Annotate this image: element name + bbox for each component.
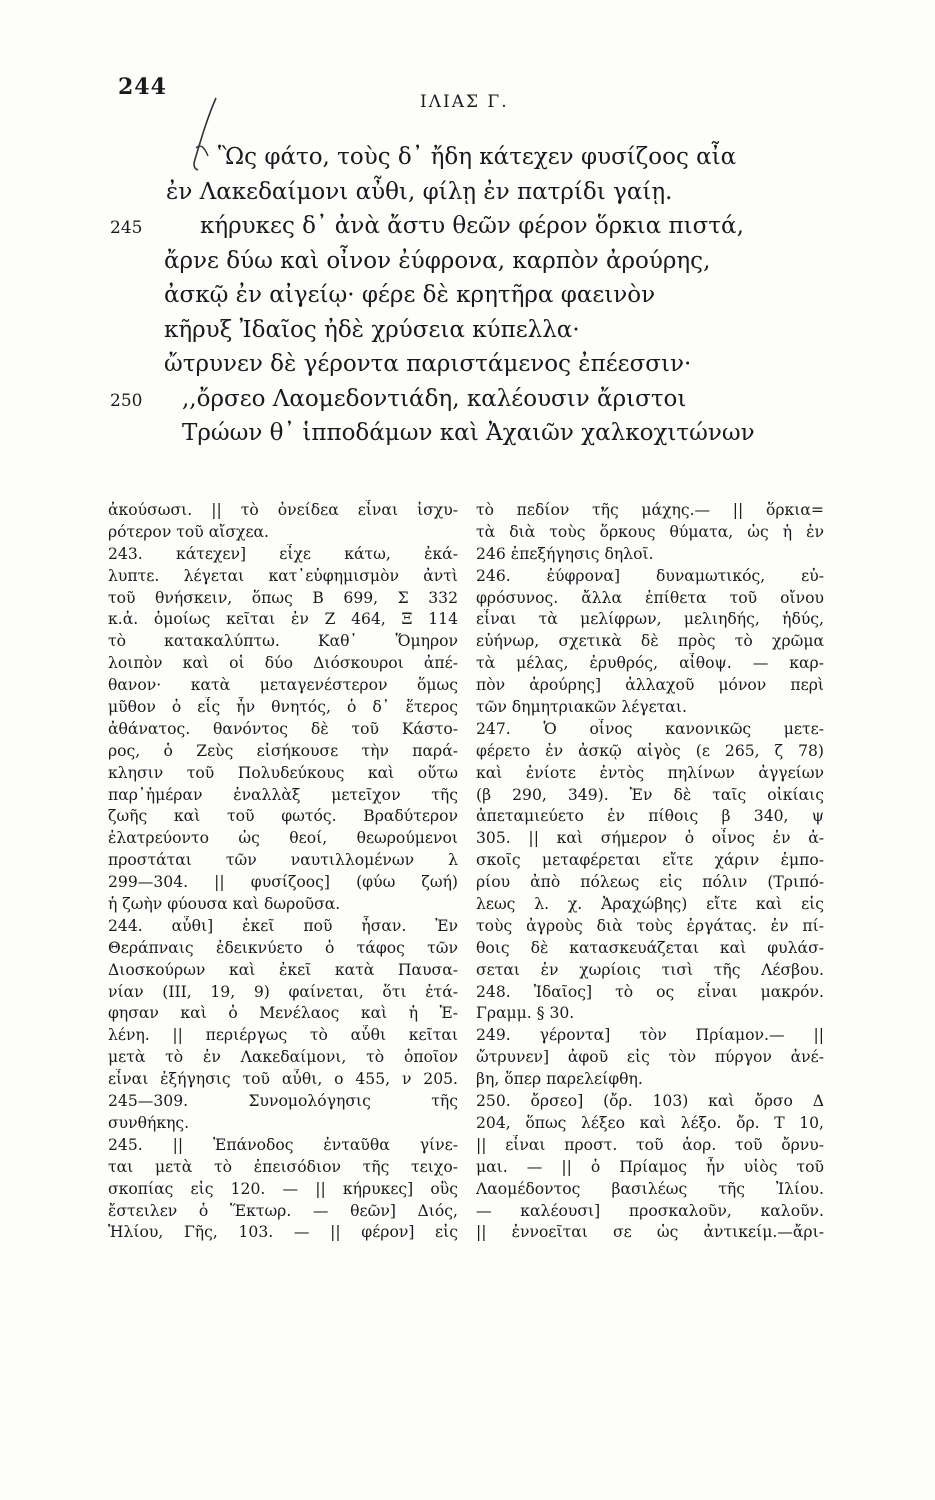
- verse-text: ,,ὄρσεο Λαομεδοντιάδη, καλέουσιν ἄριστοι: [182, 385, 687, 412]
- commentary-line: πὸν ἀρούρης] ἀλλαχοῦ μόνον περὶ: [476, 676, 824, 695]
- verse-text: ἀσκῷ ἐν αἰγείῳ· φέρε δὲ κρητῆρα φαεινὸν: [164, 282, 656, 308]
- commentary-line: βη, ὅπερ παρελείφθη.: [476, 1070, 643, 1089]
- commentary-line: τῶν δημητριακῶν λέγεται.: [476, 698, 687, 717]
- verse-text: ἄρνε δύω καὶ οἶνον ἐύφρονα, καρπὸν ἀρούρης,: [164, 247, 711, 274]
- verse-line: [110, 244, 810, 279]
- commentary-line: προστάται τῶν ναυτιλλομένων λ: [108, 851, 458, 870]
- commentary-line: μαι. — || ὁ Πρίαμος ἦν υἱὸς τοῦ: [476, 1157, 824, 1176]
- commentary-line: λένη. || περιέργως τὸ αὖθι κεῖται: [108, 1026, 458, 1045]
- commentary-line: σεται ἐν χωρίοις τισὶ τῆς Λέσβου.: [476, 960, 824, 979]
- commentary-left-column: [108, 500, 458, 1244]
- commentary-line: 243. κάτεχεν] εἶχε κάτω, ἐκά-: [108, 544, 458, 563]
- verse-text: Ὣς φάτο, τοὺς δ᾽ ἤδη κάτεχεν φυσίζοος αἶα: [218, 144, 737, 170]
- verse-text: Τρώων θ᾽ ἱπποδάμων καὶ Ἀχαιῶν χαλκοχιτώνων: [182, 420, 755, 446]
- commentary-line: 204, ὅπως λέξεο καὶ λέξο. ὄρ. Τ 10,: [476, 1113, 824, 1132]
- page-number: 244: [118, 74, 167, 100]
- commentary-line: παρ᾽ἡμέραν ἐναλλὰξ μετεῖχον τῆς: [108, 785, 458, 804]
- commentary-line: 247. Ὁ οἶνος κανονικῶς μετε-: [476, 719, 824, 738]
- commentary-line: λυπτε. λέγεται κατ᾽εὐφημισμὸν ἀντὶ: [108, 566, 458, 585]
- verse-line: [110, 416, 810, 451]
- verse-line: [110, 209, 810, 244]
- commentary-line: τὸ κατακαλύπτω. Καθ᾽ Ὅμηρον: [108, 632, 458, 651]
- commentary-line: || εἶναι προστ. τοῦ ἀορ. τοῦ ὄρνυ-: [476, 1135, 824, 1154]
- commentary-line: λοιπὸν καὶ οἱ δύο Διόσκουροι ἀπέ-: [108, 654, 458, 673]
- verse-number: 245: [110, 218, 143, 238]
- verse-line: [110, 347, 810, 382]
- commentary-line: θοις δὲ κατασκευάζεται καὶ φυλάσ-: [476, 938, 824, 957]
- commentary-right-column: [476, 500, 824, 1244]
- commentary-line: σκοῖς μεταφέρεται εἴτε χάριν ἐμπο-: [476, 851, 824, 870]
- commentary-line: εἶναι ἐξήγησις τοῦ αὖθι, ο 455, ν 205.: [108, 1070, 458, 1089]
- commentary-line: τοῦ θνήσκειν, ὅπως Β 699, Σ 332: [108, 588, 458, 607]
- commentary-line: ἡ ζωὴν φύουσα καὶ δωροῦσα.: [108, 895, 341, 914]
- verse-text: κήρυκες δ᾽ ἀνὰ ἄστυ θεῶν φέρον ὅρκια πιστά,: [200, 213, 744, 239]
- commentary-line: τὰ μέλας, ἐρυθρός, αἶθοψ. — καρ-: [476, 654, 824, 673]
- commentary-line: 248. Ἰδαῖος] τὸ ος εἶναι μακρόν.: [476, 982, 824, 1001]
- verse-line: [110, 175, 810, 210]
- commentary-line: εἶναι τὰ μελίφρων, μελιηδής, ἡδύς,: [476, 610, 824, 629]
- commentary-line: ἀπεταμιεύετο ἐν πίθοις β 340, ψ: [476, 807, 824, 826]
- commentary-line: ζωῆς καὶ τοῦ φωτός. Βραδύτερον: [108, 807, 458, 826]
- commentary-line: μετὰ τὸ ἐν Λακεδαίμονι, τὸ ὁποῖον: [108, 1048, 458, 1067]
- commentary-line: φέρετο ἐν ἀσκῷ αἰγὸς (ε 265, ζ 78): [476, 741, 824, 760]
- commentary-line: 245—309. Συνομολόγησις τῆς: [108, 1092, 458, 1111]
- verse-number: 250: [110, 390, 143, 411]
- commentary-line: Ἡλίου, Γῆς, 103. — || φέρον] εἰς: [108, 1223, 458, 1242]
- commentary-line: 246. ἐύφρονα] δυναμωτικός, εὐ-: [476, 566, 824, 585]
- commentary-line: ρίου ἀπὸ πόλεως εἰς πόλιν (Τριπό-: [476, 873, 824, 892]
- commentary-line: ρότερον τοῦ αἴσχεα.: [108, 522, 270, 541]
- commentary-line: (β 290, 349). Ἐν δὲ ταῖς οἰκίαις: [476, 785, 824, 804]
- commentary-line: ἔστειλεν ὁ Ἕκτωρ. — θεῶν] Διός,: [108, 1201, 458, 1220]
- commentary-line: ρος, ὁ Ζεὺς εἰσήκουσε τὴν παρά-: [108, 741, 458, 760]
- commentary-line: τοὺς ἀγροὺς διὰ τοὺς ἐργάτας. ἐν πί-: [476, 916, 824, 935]
- commentary-line: Γραμμ. § 30.: [476, 1004, 575, 1023]
- commentary-line: Διοσκούρων καὶ ἐκεῖ κατὰ Παυσα-: [108, 960, 458, 979]
- verse-line: [110, 382, 810, 417]
- commentary-line: 299—304. || φυσίζοος] (φύω ζωή): [108, 873, 458, 892]
- commentary-line: φησαν καὶ ὁ Μενέλαος καὶ ἡ Ἑ-: [108, 1004, 458, 1023]
- verse-text: κῆρυξ Ἰδαῖος ἠδὲ χρύσεια κύπελλα·: [164, 316, 580, 343]
- verse-text: ἐν Λακεδαίμονι αὖθι, φίλῃ ἐν πατρίδι γαίῃ.: [166, 178, 673, 205]
- commentary-line: ὤτρυνεν] ἀφοῦ εἰς τὸν πύργον ἀνέ-: [476, 1048, 824, 1067]
- commentary-line: 250. ὄρσεο] (ὄρ. 103) καὶ ὄρσο Δ: [476, 1092, 824, 1111]
- commentary-line: 305. || καὶ σήμερον ὁ οἶνος ἐν ἀ-: [476, 829, 824, 848]
- commentary-line: ἀθάνατος. θανόντος δὲ τοῦ Κάστο-: [108, 719, 458, 738]
- verse-text: ὤτρυνεν δὲ γέροντα παριστάμενος ἐπέεσσιν·: [164, 351, 692, 377]
- commentary-line: εὐήνωρ, σχετικὰ δὲ πρὸς τὸ χρῶμα: [476, 632, 824, 651]
- commentary-line: φρόσυνος. ἄλλα ἐπίθετα τοῦ οἴνου: [476, 588, 824, 607]
- commentary-line: τὸ πεδίον τῆς μάχης.— || ὅρκια=: [476, 501, 824, 519]
- verse-line: [110, 140, 810, 175]
- commentary-line: ἐλατρεύοντο ὡς θεοί, θεωρούμενοι: [108, 829, 458, 848]
- commentary-line: — καλέουσι] προσκαλοῦν, καλοῦν.: [476, 1201, 824, 1220]
- running-title: ΙΛΙΑΣ Γ.: [420, 92, 509, 112]
- commentary-line: Λαομέδοντος βασιλέως τῆς Ἰλίου.: [476, 1179, 824, 1198]
- commentary-line: 246 ἐπεξήγησις δηλοῖ.: [476, 544, 654, 563]
- commentary-line: κ.ἀ. ὁμοίως κεῖται ἐν Ζ 464, Ξ 114: [108, 610, 458, 629]
- commentary-line: λεως λ. χ. Ἀραχώβης) εἴτε καὶ εἰς: [476, 895, 824, 914]
- commentary-line: 249. γέροντα] τὸν Πρίαμον.— ||: [476, 1026, 824, 1045]
- commentary-line: || ἐννοεῖται σε ὡς ἀντικείμ.—ἄρι-: [476, 1223, 824, 1242]
- verse-line: [110, 313, 810, 348]
- verse-block: [110, 140, 810, 451]
- commentary-line: θανον· κατὰ μεταγενέστερον ὅμως: [108, 676, 458, 695]
- commentary-line: σκοπίας εἰς 120. — || κήρυκες] οὓς: [108, 1179, 458, 1198]
- commentary-line: κλησιν τοῦ Πολυδεύκους καὶ οὕτω: [108, 763, 458, 782]
- verse-line: [110, 278, 810, 313]
- commentary-line: καὶ ἐνίοτε ἐντὸς πηλίνων ἀγγείων: [476, 763, 824, 782]
- commentary-line: Θεράπναις ἐδεικνύετο ὁ τάφος τῶν: [108, 938, 458, 957]
- commentary-line: ἀκούσωσι. || τὸ ὀνείδεα εἶναι ἰσχυ-: [108, 501, 458, 519]
- commentary-line: 245. || Ἐπάνοδος ἐνταῦθα γίνε-: [108, 1135, 458, 1154]
- commentary-line: 244. αὖθι] ἐκεῖ ποῦ ἦσαν. Ἐν: [108, 916, 458, 935]
- commentary-line: τὰ διὰ τοὺς ὅρκους θύματα, ὡς ἡ ἐν: [476, 522, 824, 541]
- commentary-line: ται μετὰ τὸ ἐπεισόδιον τῆς τειχο-: [108, 1157, 458, 1176]
- commentary-line: μῦθον ὁ εἷς ἦν θνητός, ὁ δ᾽ ἕτερος: [108, 698, 458, 717]
- commentary-line: συνθήκης.: [108, 1113, 190, 1132]
- commentary-line: νίαν (III, 19, 9) φαίνεται, ὅτι ἐτά-: [108, 982, 458, 1001]
